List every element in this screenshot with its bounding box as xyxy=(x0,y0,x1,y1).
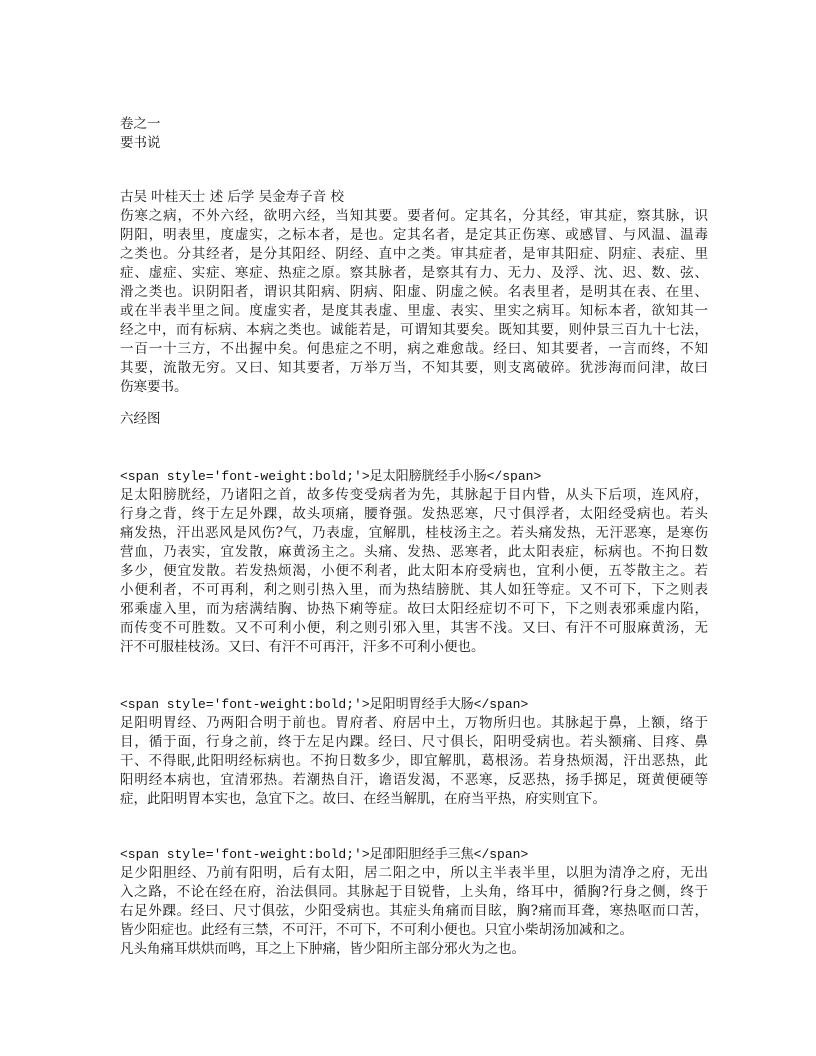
figure-title: 六经图 xyxy=(120,411,161,427)
text-line: 阳明经本病也，宜清邪热。若潮热自汗，谵语发渴，不恶寒，反恶热，扬手掷足，斑黄便硬等 xyxy=(120,772,708,788)
section-shaoyang xyxy=(120,845,708,959)
text-line: 汗不可服桂枝汤。又曰、有汗不可再汗，汗多不可利小便也。 xyxy=(120,639,485,655)
text-line: 凡头角痛耳烘烘而鸣，耳之上下肿痛，皆少阳所主部分邪火为之也。 xyxy=(120,941,525,957)
paragraph xyxy=(120,940,708,959)
text-line: 行身之背，终于左足外踝，故头项痛，腰脊强。发热恶寒，尺寸俱浮者，太阳经受病也。若头 xyxy=(120,506,708,522)
paragraph xyxy=(120,864,708,940)
intro-block xyxy=(120,188,708,397)
section-title: 要书说 xyxy=(120,135,161,151)
volume-title: 卷之一 xyxy=(120,116,161,132)
section-heading: <span style='font-weight:bold;'>足太阳膀胱经手小肠</span> xyxy=(120,469,542,484)
text-line: 症、虚症、实症、寒症、热症之原。察其脉者，是察其有力、无力、及浮、沈、迟、数、弦、 xyxy=(120,265,708,281)
section-heading: <span style='font-weight:bold;'>足卲阳胆经手三焦</span> xyxy=(120,847,529,862)
section-yangming xyxy=(120,695,708,809)
text-line: 干、不得眠,此阳明经标病也。不拘日数多少，即宜解肌，葛根汤。若身热烦渴，汗出恶热，此 xyxy=(120,753,708,769)
paragraph xyxy=(120,714,708,809)
text-line: 之类也。分其经者，是分其阳经、阴经、直中之类。审其症者，是审其阳症、阴症、表症、里 xyxy=(120,246,708,262)
text-line: 痛发热，汗出恶风是风伤?气，乃表虚，宜解肌，桂枝汤主之。若头痛发热，无汗恶寒，是寒伤 xyxy=(120,525,708,541)
text-line: 一百一十三方，不出握中矣。何患症之不明，病之难愈哉。经曰、知其要者，一言而终，不知 xyxy=(120,341,708,357)
text-line: 而传变不可胜数。又不可利小便，利之则引邪入里，其害不浅。又曰、有汗不可服麻黄汤，无 xyxy=(120,620,708,636)
text-line: 足少阳胆经、乃前有阳明，后有太阳，居二阳之中，所以主半表半里，以胆为清净之府，无出 xyxy=(120,865,708,881)
section-heading: <span style='font-weight:bold;'>足阳明胃经手大肠</span> xyxy=(120,697,529,712)
volume-header xyxy=(120,115,708,153)
text-line: 营血，乃表实，宜发散，麻黄汤主之。头痛、发热、恶寒者，此太阳表症，标病也。不拘日数 xyxy=(120,544,708,560)
text-line: 伤寒要书。 xyxy=(120,379,188,395)
intro-paragraph xyxy=(120,207,708,397)
text-line: 皆少阳症也。此经有三禁，不可汗，不可下，不可利小便也。只宜小柴胡汤加减和之。 xyxy=(120,922,633,938)
text-line: 右足外踝。经曰、尺寸俱弦，少阳受病也。其症头角痛而目眩，胸?痛而耳聋，寒热呕而口苦， xyxy=(120,903,708,919)
text-line: 足阳明胃经、乃两阳合明于前也。胃府者、府居中土，万物所归也。其脉起于鼻，上额，络于 xyxy=(120,715,708,731)
text-line: 足太阳膀胱经，乃诸阳之首，故多传变受病者为先，其脉起于目内眥，从头下后项，连风府， xyxy=(120,487,708,503)
text-line: 小便利者，不可再利，利之则引热入里，而为热结膀胱、其人如狂等症。又不可下，下之则表 xyxy=(120,582,708,598)
text-line: 目，循于面，行身之前，终于左足内踝。经曰、尺寸俱长，阳明受病也。若头额痛、目疼、鼻 xyxy=(120,734,708,750)
section-taiyang xyxy=(120,467,708,657)
text-line: 其要，流散无穷。又曰、知其要者，万举万当，不知其要，则支离破碎。犹涉海而问津，故曰 xyxy=(120,360,708,376)
byline: 古吴 叶桂天士 述 后学 吴金寿子音 校 xyxy=(120,189,344,205)
text-line: 伤寒之病，不外六经，欲明六经，当知其要。要者何。定其名，分其经，审其症，察其脉，识 xyxy=(120,208,708,224)
text-line: 邪乘虚入里，而为痞满结胸、协热下痢等症。故曰太阳经症切不可下，下之则表邪乘虚内陷， xyxy=(120,601,708,617)
text-line: 或在半表半里之间。度虚实者，是度其表虚、里虚、表实、里实之病耳。知标本者，欲知其一 xyxy=(120,303,708,319)
text-line: 多少，便宜发散。若发热烦渴，小便不利者，此太阳本府受病也，宜利小便，五苓散主之。若 xyxy=(120,563,708,579)
text-line: 滑之类也。识阴阳者，谓识其阳病、阴病、阳虚、阴虚之候。名表里者，是明其在表、在里、 xyxy=(120,284,708,300)
text-line: 入之路，不论在经在府，治法俱同。其脉起于目锐眥，上头角，络耳中，循胸?行身之侧，终于 xyxy=(120,884,708,900)
text-line: 阴阳，明表里，度虚实，之标本者，是也。定其名者，是定其正伤寒、或感冒、与风温、温毒 xyxy=(120,227,708,243)
text-line: 经之中，而有标病、本病之类也。诚能若是，可谓知其要矣。既知其要，则仲景三百九十七法， xyxy=(120,322,708,338)
paragraph xyxy=(120,486,708,657)
text-line: 症，此阳明胃本实也，急宜下之。故曰、在经当解肌，在府当平热，府实则宜下。 xyxy=(120,791,606,807)
